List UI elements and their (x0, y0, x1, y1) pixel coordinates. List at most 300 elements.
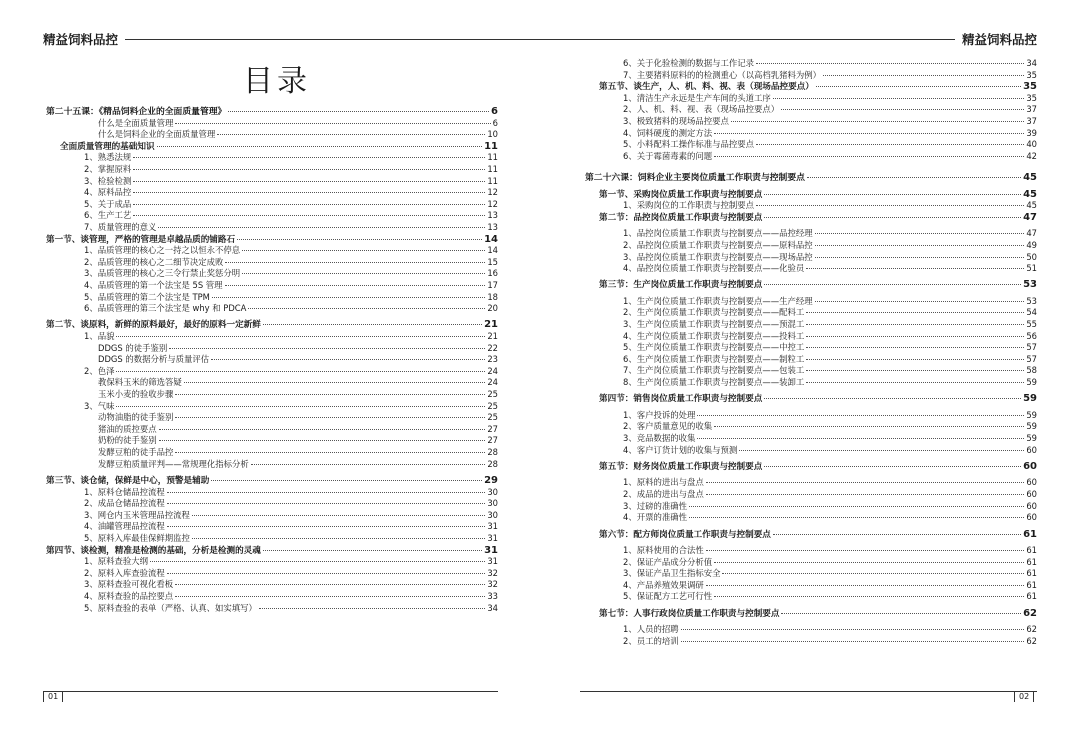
toc-page-number: 11 (487, 163, 498, 174)
toc-entry[interactable] (46, 424, 498, 436)
toc-entry-title: 1、生产岗位质量工作职责与控制要点——生产经理 (623, 295, 813, 306)
page-title: 目录 (243, 64, 311, 99)
toc-page-number: 21 (484, 319, 498, 331)
toc-dot-leader (175, 452, 485, 453)
toc-entry[interactable] (46, 556, 498, 568)
toc-page-number: 55 (1026, 319, 1037, 330)
toc-entry-title: 1、客户投诉的处理 (623, 409, 696, 420)
toc-page-number: 61 (1023, 528, 1037, 540)
toc-entry-title: 2、员工的培训 (623, 635, 679, 646)
toc-page-number: 61 (1026, 591, 1037, 602)
toc-page-number: 34 (487, 602, 498, 613)
toc-page-number: 42 (1026, 150, 1037, 161)
toc-dot-leader (259, 608, 486, 609)
toc-entry[interactable] (46, 187, 498, 199)
toc-entry[interactable] (46, 176, 498, 188)
toc-right (585, 58, 1037, 647)
toc-entry-title: 2、客户质量意见的收集 (623, 421, 713, 432)
toc-entry[interactable] (585, 477, 1037, 489)
toc-page-number: 37 (1026, 115, 1037, 126)
toc-dot-leader (167, 503, 486, 504)
toc-entry[interactable] (46, 199, 498, 211)
toc-dot-leader (806, 370, 1024, 371)
toc-entry[interactable] (585, 365, 1037, 377)
toc-section-entry[interactable] (585, 461, 1037, 473)
toc-entry[interactable] (46, 222, 498, 234)
toc-dot-leader (689, 517, 1024, 518)
toc-dot-leader (781, 109, 1024, 110)
toc-page-number: 59 (1026, 433, 1037, 443)
toc-section-entry[interactable] (585, 81, 1037, 93)
toc-entry-title: 2、成品仓储品控流程 (84, 498, 165, 509)
toc-dot-leader (251, 464, 486, 465)
toc-page-number: 45 (1023, 172, 1037, 184)
toc-entry-title: 3、网仓内玉米管理品控流程 (84, 509, 190, 520)
toc-entry-title: 4、原料查验的品控要点 (84, 590, 174, 601)
toc-page-number: 13 (487, 210, 498, 221)
toc-dot-leader (167, 526, 486, 527)
footer-right (1014, 691, 1034, 702)
toc-entry-title: 6、品质管理的第三个法宝是 why 和 PDCA (84, 303, 247, 314)
toc-entry[interactable] (46, 521, 498, 533)
toc-entry[interactable] (585, 252, 1037, 264)
toc-entry[interactable] (46, 303, 498, 315)
toc-page-number: 47 (1023, 211, 1037, 223)
toc-entry[interactable] (585, 70, 1037, 82)
toc-entry-title: 7、主要猪料原料的的检测重心（以高档乳猪料为例） (623, 69, 821, 80)
toc-page-number: 51 (1026, 263, 1037, 274)
toc-entry[interactable] (585, 421, 1037, 433)
toc-page-number: 25 (487, 412, 498, 423)
toc-page-number: 53 (1023, 279, 1037, 291)
toc-section-entry[interactable] (585, 212, 1037, 224)
toc-dot-leader (815, 233, 1025, 234)
toc-entry[interactable] (585, 263, 1037, 275)
toc-dot-leader (184, 382, 486, 383)
toc-entry[interactable] (46, 447, 498, 459)
toc-page-number: 23 (487, 354, 498, 365)
toc-page-number: 61 (1026, 556, 1037, 567)
toc-dot-leader (764, 284, 1021, 285)
toc-entry-title: 3、品控岗位质量工作职责与控制要点——现场品控 (623, 251, 813, 262)
toc-dot-leader (722, 573, 1024, 574)
toc-entry-title: 3、保证产品卫生指标安全 (623, 568, 721, 579)
toc-dot-leader (116, 336, 485, 337)
toc-entry-title: 第五节、谈生产，人、机、料、视、表（现场品控要点） (599, 82, 814, 93)
toc-page-number: 11 (487, 175, 498, 186)
toc-section-entry[interactable] (46, 234, 498, 246)
toc-entry[interactable] (585, 93, 1037, 105)
toc-entry[interactable] (46, 377, 498, 389)
toc-page-number: 25 (487, 389, 498, 400)
toc-section-entry[interactable] (585, 189, 1037, 201)
toc-entry[interactable] (46, 412, 498, 424)
toc-dot-leader (714, 156, 1024, 157)
toc-entry[interactable] (46, 245, 498, 257)
toc-dot-leader (681, 629, 1025, 630)
toc-dot-leader (133, 215, 485, 216)
toc-page-number: 27 (487, 435, 498, 446)
toc-entry[interactable] (46, 568, 498, 580)
toc-entry-title: 2、生产岗位质量工作职责与控制要点——配料工 (623, 307, 805, 318)
toc-page-number: 6 (491, 106, 498, 117)
toc-entry[interactable] (46, 366, 498, 378)
toc-page-number: 60 (1026, 477, 1037, 488)
toc-entry[interactable] (585, 331, 1037, 343)
toc-entry-title: 第四节、谈检测，精准是检测的基础，分析是检测的灵魂 (46, 545, 261, 556)
header-right-title: 精益饲料品控 (961, 32, 1037, 47)
toc-section-entry[interactable] (46, 141, 498, 153)
toc-entry[interactable] (46, 343, 498, 355)
toc-dot-leader (225, 285, 486, 286)
toc-entry-title: 4、开票的准确性 (623, 512, 687, 523)
toc-entry-title: 4、品控岗位质量工作职责与控制要点——化验员 (623, 263, 805, 274)
toc-entry[interactable] (585, 445, 1037, 457)
toc-entry-title: 1、清洁生产永远是生产车间的头道工序 (623, 92, 771, 103)
toc-page-number: 35 (1026, 69, 1037, 80)
toc-page-number: 27 (487, 423, 498, 434)
toc-dot-leader (211, 480, 482, 481)
toc-entry-title: 1、熟悉法规 (84, 152, 132, 163)
toc-entry-title: 第二十五课：《精品饲料企业的全面质量管理》 (46, 107, 227, 117)
toc-left (46, 106, 498, 614)
toc-dot-leader (806, 268, 1024, 269)
toc-section-entry[interactable] (46, 545, 498, 557)
toc-section-entry[interactable] (585, 393, 1037, 405)
toc-page-number: 13 (487, 221, 498, 232)
toc-dot-leader (133, 204, 485, 205)
toc-dot-leader (815, 257, 1025, 258)
toc-entry-title: 3、生产岗位质量工作职责与控制要点——预混工 (623, 319, 805, 330)
toc-page-number: 62 (1023, 607, 1037, 619)
toc-entry-title: 发酵豆粕的徒手品控 (98, 447, 174, 458)
toc-entry-title: 全面质量管理的基础知识 (60, 141, 155, 152)
toc-entry-title: 4、产品养殖效果调研 (623, 579, 704, 590)
toc-page-number: 61 (1026, 544, 1037, 555)
toc-entry[interactable] (585, 568, 1037, 580)
toc-dot-leader (697, 415, 1024, 416)
toc-page-number: 18 (487, 291, 498, 302)
toc-dot-leader (175, 584, 485, 585)
toc-dot-leader (159, 440, 486, 441)
toc-page-number: 59 (1023, 393, 1037, 405)
toc-entry[interactable] (46, 435, 498, 447)
toc-dot-leader (175, 417, 485, 418)
toc-entry-title: 第二节、谈原料，新鲜的原料最好，最好的原料一定新鲜 (46, 320, 261, 331)
toc-entry-title: 7、质量管理的意义 (84, 221, 157, 232)
toc-entry[interactable] (585, 104, 1037, 116)
toc-entry-title: 5、生产岗位质量工作职责与控制要点——中控工 (623, 342, 805, 353)
toc-page-number: 45 (1023, 188, 1037, 200)
toc-entry-title: 2、原料入库查验流程 (84, 567, 165, 578)
toc-page-number: 14 (484, 233, 498, 245)
toc-page-number: 62 (1026, 624, 1037, 635)
toc-page-number: 11 (487, 152, 498, 163)
toc-entry[interactable] (46, 210, 498, 222)
toc-dot-leader (150, 561, 485, 562)
toc-page-number: 32 (487, 567, 498, 578)
toc-entry[interactable] (585, 489, 1037, 501)
toc-entry-title: 4、油罐管理品控流程 (84, 521, 165, 532)
toc-entry-title: 2、保证产品成分分析值 (623, 556, 713, 567)
toc-dot-leader (689, 506, 1024, 507)
toc-dot-leader (739, 450, 1024, 451)
toc-entry[interactable] (585, 116, 1037, 128)
toc-entry-title: 5、关于成品 (84, 198, 132, 209)
toc-page-number: 12 (487, 198, 498, 209)
toc-dot-leader (806, 359, 1024, 360)
toc-page-number: 40 (1026, 139, 1037, 150)
toc-page-number: 33 (487, 590, 498, 601)
toc-page-number: 61 (1026, 568, 1037, 579)
toc-dot-leader (158, 227, 485, 228)
toc-dot-leader (823, 75, 1024, 76)
toc-page-number: 62 (1026, 635, 1037, 646)
toc-entry-title: 8、生产岗位质量工作职责与控制要点——装卸工 (623, 377, 805, 388)
toc-dot-leader (697, 438, 1024, 439)
toc-page-number: 61 (1026, 579, 1037, 590)
toc-entry-title: 什么是全面质量管理 (98, 117, 174, 128)
toc-entry-title: 6、关于化验检测的数据与工作记录 (623, 58, 754, 68)
toc-dot-leader (157, 146, 483, 147)
toc-dot-leader (175, 596, 485, 597)
toc-entry-title: 2、掌握原料 (84, 163, 132, 174)
toc-entry-title: 5、原料入库最佳保鲜期监控 (84, 532, 190, 543)
toc-page-number: 30 (487, 486, 498, 497)
toc-dot-leader (706, 585, 1025, 586)
toc-entry[interactable] (585, 128, 1037, 140)
toc-entry-title: 4、客户订货计划的收集与预测 (623, 444, 738, 455)
toc-page-number: 47 (1026, 228, 1037, 239)
toc-entry[interactable] (46, 498, 498, 510)
toc-entry[interactable] (46, 152, 498, 164)
toc-entry[interactable] (46, 268, 498, 280)
toc-page-number: 31 (487, 521, 498, 532)
toc-entry[interactable] (585, 58, 1037, 70)
toc-entry[interactable] (585, 624, 1037, 636)
toc-entry-title: 2、品质管理的核心之二细节决定成败 (84, 256, 224, 267)
toc-dot-leader (192, 515, 486, 516)
toc-entry[interactable] (585, 151, 1037, 163)
toc-dot-leader (175, 394, 485, 395)
toc-page-number: 53 (1026, 295, 1037, 306)
toc-entry-title: 第一节、谈管理，严格的管理是卓越品质的铺路石 (46, 234, 236, 245)
toc-entry[interactable] (46, 510, 498, 522)
toc-section-entry[interactable] (46, 319, 498, 331)
toc-entry-title: 5、小料配料工操作标准与品控要点 (623, 139, 754, 150)
toc-entry[interactable] (585, 228, 1037, 240)
toc-dot-leader (756, 205, 1024, 206)
toc-entry-title: 1、采购岗位的工作职责与控制要点 (623, 200, 754, 211)
toc-dot-leader (167, 492, 486, 493)
toc-entry[interactable] (585, 557, 1037, 569)
toc-entry[interactable] (46, 129, 498, 141)
toc-dot-leader (217, 134, 485, 135)
toc-dot-leader (806, 382, 1024, 383)
toc-entry[interactable] (585, 139, 1037, 151)
toc-page-number: 28 (487, 458, 498, 469)
toc-entry-title: 1、原料的进出与盘点 (623, 477, 704, 488)
toc-page-number: 57 (1026, 353, 1037, 364)
toc-entry[interactable] (585, 377, 1037, 389)
toc-page-number: 60 (1026, 444, 1037, 455)
toc-dot-leader (225, 262, 485, 263)
toc-page-number: 15 (487, 256, 498, 267)
toc-dot-leader (211, 359, 485, 360)
toc-dot-leader (714, 562, 1024, 563)
toc-entry[interactable] (46, 487, 498, 499)
toc-dot-leader (756, 63, 1024, 64)
toc-entry[interactable] (46, 401, 498, 413)
toc-page-number: 17 (487, 279, 498, 290)
toc-entry[interactable] (46, 118, 498, 130)
toc-dot-leader (807, 177, 1021, 178)
toc-section-entry[interactable] (585, 608, 1037, 620)
toc-dot-leader (773, 98, 1025, 99)
toc-page-number: 56 (1026, 330, 1037, 341)
toc-entry-title: 6、生产工艺 (84, 210, 132, 221)
toc-entry-title: 4、饲料硬度的测定方法 (623, 127, 713, 138)
toc-entry-title: 6、生产岗位质量工作职责与控制要点——制粒工 (623, 353, 805, 364)
toc-entry-title: 第三节：生产岗位质量工作职责与控制要点 (599, 280, 763, 291)
toc-entry-title: 什么是饲料企业的全面质量管理 (98, 129, 216, 140)
toc-page-number: 34 (1026, 58, 1037, 68)
toc-page-number: 30 (487, 509, 498, 520)
toc-page-number: 20 (487, 303, 498, 314)
toc-entry[interactable] (585, 342, 1037, 354)
toc-entry[interactable] (585, 636, 1037, 648)
toc-entry[interactable] (585, 512, 1037, 524)
toc-entry-title: 猪油的质控要点 (98, 423, 157, 434)
toc-page-number: 57 (1026, 342, 1037, 353)
toc-section-entry[interactable] (585, 279, 1037, 291)
toc-entry-title: 2、成品的进出与盘点 (623, 488, 704, 499)
toc-dot-leader (133, 181, 485, 182)
toc-entry[interactable] (585, 307, 1037, 319)
toc-entry-title: 6、关于霉菌毒素的问题 (623, 150, 713, 161)
toc-dot-leader (263, 324, 482, 325)
toc-entry-title: 3、检验检测 (84, 175, 132, 186)
toc-entry-title: 第五节：财务岗位质量工作职责与控制要点 (599, 461, 763, 472)
toc-entry-title: DDGS 的徒手鉴别 (98, 342, 168, 353)
toc-entry[interactable] (585, 501, 1037, 513)
toc-dot-leader (714, 133, 1024, 134)
toc-dot-leader (714, 596, 1024, 597)
toc-entry-title: 动物油脂的徒手鉴别 (98, 412, 174, 423)
toc-dot-leader (169, 348, 485, 349)
toc-dot-leader (714, 426, 1024, 427)
toc-entry-title: 1、原料使用的合法性 (623, 544, 704, 555)
toc-entry-title: 3、品质管理的核心之三令行禁止奖惩分明 (84, 268, 241, 279)
toc-page-number: 58 (1026, 365, 1037, 376)
toc-entry[interactable] (46, 164, 498, 176)
toc-page-number: 59 (1026, 377, 1037, 388)
toc-entry-title: 1、品貌 (84, 331, 115, 342)
footer-rule-left (43, 691, 498, 692)
toc-page-number: 24 (487, 377, 498, 388)
toc-entry[interactable] (46, 591, 498, 603)
toc-entry-title: 玉米小麦的验收步骤 (98, 389, 174, 400)
toc-dot-leader (681, 641, 1025, 642)
toc-entry[interactable] (585, 545, 1037, 557)
toc-entry-title: 2、人、机、料、视、表（现场品控要点） (623, 104, 780, 115)
toc-page-number: 25 (487, 400, 498, 411)
toc-page-number: 59 (1026, 409, 1037, 420)
toc-entry[interactable] (585, 433, 1037, 445)
toc-dot-leader (706, 494, 1025, 495)
toc-dot-leader (212, 297, 485, 298)
toc-section-entry[interactable] (585, 172, 1037, 184)
toc-dot-leader (764, 466, 1021, 467)
toc-entry[interactable] (46, 389, 498, 401)
toc-section-entry[interactable] (46, 475, 498, 487)
toc-dot-leader (192, 538, 486, 539)
toc-dot-leader (815, 301, 1025, 302)
toc-dot-leader (764, 217, 1021, 218)
toc-entry[interactable] (585, 354, 1037, 366)
toc-entry-title: 1、品控岗位质量工作职责与控制要点——品控经理 (623, 228, 813, 239)
toc-entry[interactable] (585, 410, 1037, 422)
toc-entry-title: 4、品质管理的第一个法宝是 5S 管理 (84, 279, 223, 290)
toc-page-number: 60 (1023, 460, 1037, 472)
toc-page-number: 31 (487, 556, 498, 567)
toc-page-number: 12 (487, 187, 498, 198)
footer-rule-right (580, 691, 1037, 692)
toc-page-number: 11 (484, 140, 498, 152)
toc-section-entry[interactable] (46, 106, 498, 118)
toc-entry[interactable] (585, 200, 1037, 212)
toc-page-number: 28 (487, 447, 498, 458)
toc-dot-leader (773, 534, 1021, 535)
toc-entry-title: 发酵豆粕质量评判——常规理化指标分析 (98, 458, 249, 469)
toc-entry[interactable] (46, 280, 498, 292)
toc-entry[interactable] (585, 240, 1037, 252)
toc-dot-leader (706, 482, 1025, 483)
toc-entry[interactable] (46, 354, 498, 366)
toc-dot-leader (263, 550, 482, 551)
toc-entry[interactable] (46, 331, 498, 343)
toc-entry-title: 2、品控岗位质量工作职责与控制要点——原料品控 (623, 239, 813, 250)
toc-page-number: 49 (1026, 239, 1037, 250)
toc-dot-leader (242, 273, 485, 274)
toc-entry-title: DDGS 的数据分析与质量评估 (98, 354, 210, 365)
toc-entry[interactable] (585, 591, 1037, 603)
toc-dot-leader (764, 398, 1021, 399)
toc-section-entry[interactable] (585, 529, 1037, 541)
toc-entry-title: 第六节：配方师岗位质量工作职责与控制要点 (599, 529, 771, 540)
toc-entry-title: 2、色泽 (84, 365, 115, 376)
toc-entry[interactable] (46, 533, 498, 545)
header-left-title: 精益饲料品控 (43, 32, 119, 47)
toc-entry[interactable] (46, 579, 498, 591)
toc-dot-leader (237, 239, 482, 240)
toc-page-number: 16 (487, 268, 498, 279)
toc-page-number: 30 (487, 498, 498, 509)
toc-entry[interactable] (46, 257, 498, 269)
toc-entry[interactable] (46, 603, 498, 615)
toc-entry[interactable] (585, 296, 1037, 308)
toc-entry-title: 第一节、采购岗位质量工作职责与控制要点 (599, 189, 763, 200)
toc-entry[interactable] (46, 459, 498, 471)
toc-entry[interactable] (585, 319, 1037, 331)
toc-page-number: 10 (487, 129, 498, 140)
toc-page-number: 29 (484, 475, 498, 486)
toc-dot-leader (133, 157, 485, 158)
toc-page-number: 21 (487, 331, 498, 342)
toc-dot-leader (806, 347, 1024, 348)
toc-entry[interactable] (585, 580, 1037, 592)
toc-entry[interactable] (46, 292, 498, 304)
